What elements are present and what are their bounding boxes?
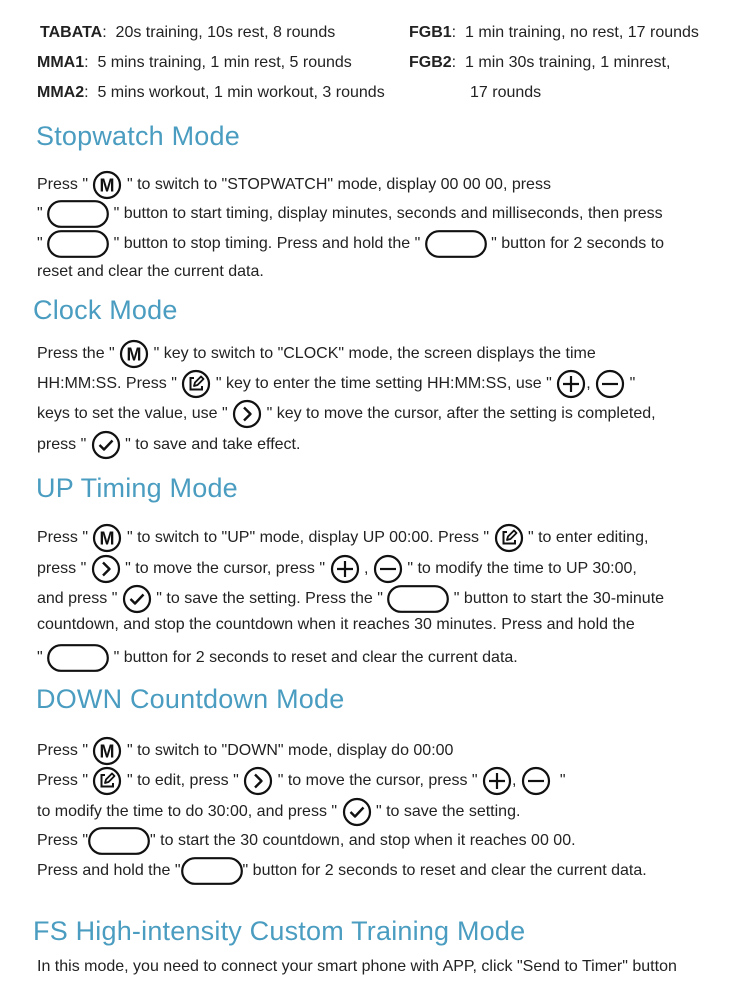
m-key-icon (92, 170, 122, 200)
plus-key-icon (482, 766, 512, 796)
edit-key-icon (92, 766, 122, 796)
m-key-icon (92, 736, 122, 766)
mode-desc: 20s training, 10s rest, 8 rounds (115, 24, 336, 41)
stopwatch-title: Stopwatch Mode (36, 121, 240, 151)
start-stop-button-icon (387, 585, 449, 613)
svg-text:M: M (99, 175, 115, 196)
next-key-icon (243, 766, 273, 796)
up-line-4: countdown, and stop the countdown when it reaches 30 minutes. Press and hold the (37, 616, 635, 633)
minus-key-icon (521, 766, 551, 796)
clock-title: Clock Mode (33, 295, 178, 325)
up-line-1: Press " M " to switch to "UP" mode, display UP 00:00. Press " " to enter editing, (37, 523, 648, 553)
m-key-icon (92, 523, 122, 553)
minus-key-icon (595, 369, 625, 399)
up-title: UP Timing Mode (36, 473, 238, 503)
start-stop-button-icon (47, 200, 109, 228)
mode-fgb1: FGB1: 1 min training, no rest, 17 rounds (409, 24, 699, 41)
clock-line-1: Press the " M " key to switch to "CLOCK" mode, the screen displays the time (37, 339, 596, 369)
fs-line-1: In this mode, you need to connect your smart phone with APP, click "Send to Timer" button (37, 958, 677, 975)
up-line-5: " " button for 2 seconds to reset and clear the current data. (37, 644, 518, 672)
down-line-5: Press and hold the " " button for 2 seconds to reset and clear the current data. (37, 857, 647, 885)
down-line-2: Press " " to edit, press " " to move the cursor, press " , " (37, 766, 566, 796)
mode-mma1: MMA1: 5 mins training, 1 min rest, 5 rounds (37, 54, 352, 71)
start-stop-button-icon (425, 230, 487, 258)
mode-desc: 1 min 30s training, 1 minrest, (465, 54, 671, 71)
start-stop-button-icon (181, 857, 243, 885)
m-key-icon (119, 339, 149, 369)
mode-name: TABATA (40, 24, 103, 41)
stopwatch-line-3: " " button to stop timing. Press and hold the " " button for 2 seconds to (37, 230, 664, 258)
mode-name: MMA2 (37, 84, 85, 101)
mode-tabata: TABATA: 20s training, 10s rest, 8 rounds (40, 24, 336, 41)
confirm-key-icon (91, 430, 121, 460)
mode-mma2: MMA2: 5 mins workout, 1 min workout, 3 rounds (37, 84, 385, 101)
down-title: DOWN Countdown Mode (36, 684, 345, 714)
up-line-3: and press " " to save the setting. Press the " " button to start the 30-minute (37, 584, 664, 614)
edit-key-icon (181, 369, 211, 399)
clock-line-4: press " " to save and take effect. (37, 430, 300, 460)
up-line-2: press " " to move the cursor, press " , " to modify the time to UP 30:00, (37, 554, 637, 584)
svg-text:M: M (99, 528, 115, 549)
confirm-key-icon (342, 797, 372, 827)
mode-fgb2: FGB2: 1 min 30s training, 1 minrest, (409, 54, 671, 71)
start-stop-button-icon (88, 827, 150, 855)
down-line-1: Press " M " to switch to "DOWN" mode, display do 00:00 (37, 736, 453, 766)
mode-desc: 1 min training, no rest, 17 rounds (465, 24, 699, 41)
confirm-key-icon (122, 584, 152, 614)
clock-line-3: keys to set the value, use " " key to move the cursor, after the setting is completed, (37, 399, 656, 429)
next-key-icon (91, 554, 121, 584)
down-line-4: Press " " to start the 30 countdown, and stop when it reaches 00 00. (37, 827, 576, 855)
mode-name: FGB2 (409, 54, 452, 71)
svg-text:M: M (126, 344, 142, 365)
mode-desc: 5 mins workout, 1 min workout, 3 rounds (97, 84, 385, 101)
next-key-icon (232, 399, 262, 429)
clock-line-2: HH:MM:SS. Press " " key to enter the time setting HH:MM:SS, use " , " (37, 369, 635, 399)
stopwatch-line-4: reset and clear the current data. (37, 263, 264, 280)
svg-text:M: M (99, 741, 115, 762)
plus-key-icon (556, 369, 586, 399)
edit-key-icon (494, 523, 524, 553)
mode-name: MMA1 (37, 54, 85, 71)
minus-key-icon (373, 554, 403, 584)
plus-key-icon (330, 554, 360, 584)
stopwatch-line-1: Press " M " to switch to "STOPWATCH" mode, display 00 00 00, press (37, 170, 551, 200)
down-line-3: to modify the time to do 30:00, and press " " to save the setting. (37, 797, 520, 827)
mode-fgb2-cont: 17 rounds (470, 84, 542, 101)
stopwatch-line-2: " " button to start timing, display minutes, seconds and milliseconds, then press (37, 200, 663, 228)
start-stop-button-icon (47, 230, 109, 258)
mode-name: FGB1 (409, 24, 452, 41)
fs-title: FS High-intensity Custom Training Mode (33, 916, 526, 946)
mode-desc: 5 mins training, 1 min rest, 5 rounds (97, 54, 352, 71)
start-stop-button-icon (47, 644, 109, 672)
